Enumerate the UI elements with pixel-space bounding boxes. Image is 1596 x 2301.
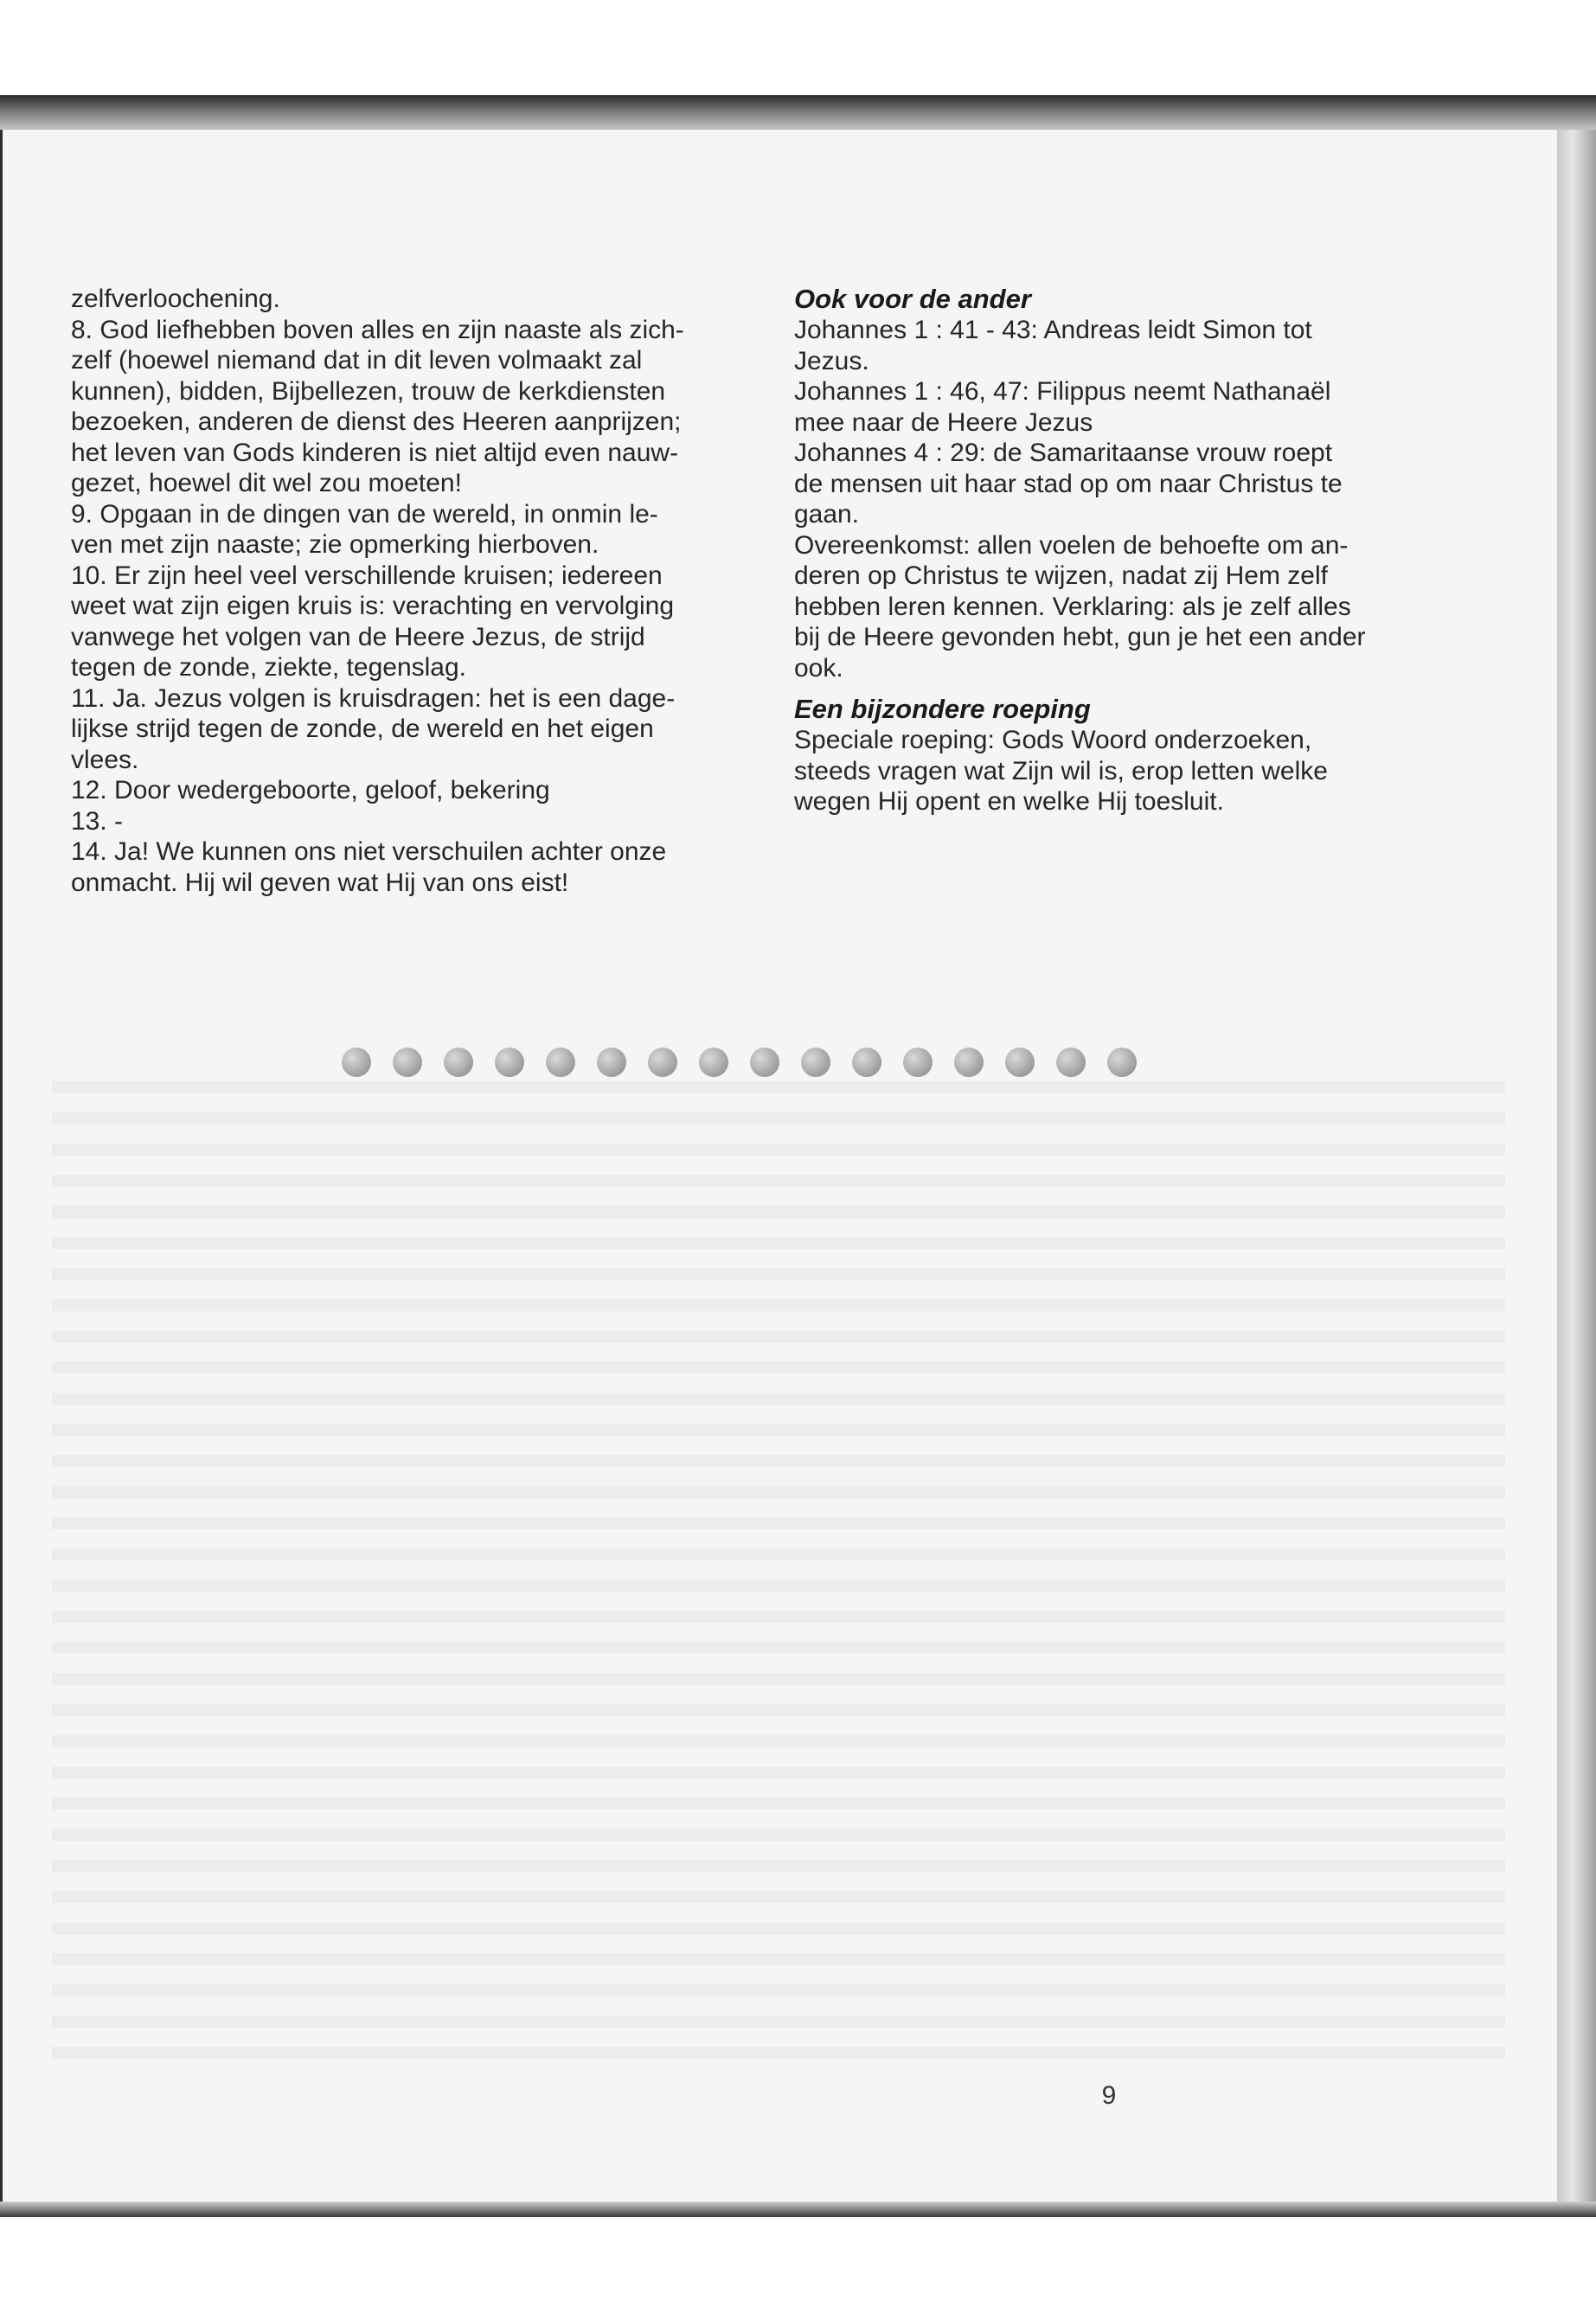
divider-dot: [495, 1048, 524, 1077]
text-line: Jezus.: [794, 346, 869, 375]
text-line: tegen de zonde, ziekte, tegenslag.: [71, 653, 467, 682]
text-line: deren op Christus te wijzen, nadat zij Hem zelf: [794, 561, 1328, 590]
text-line: 11. Ja. Jezus volgen is kruisdragen: het is een dage-: [71, 683, 676, 713]
divider-dot: [597, 1048, 626, 1077]
divider-dot: [1056, 1048, 1086, 1077]
divider-dot: [444, 1048, 473, 1077]
text-line: wegen Hij opent en welke Hij toesluit.: [794, 787, 1224, 816]
section-heading-een-bijzondere-roeping: Een bijzondere roeping: [794, 694, 1091, 724]
text-line: ook.: [794, 653, 843, 683]
divider-dot: [1107, 1048, 1137, 1077]
text-line: ven met zijn naaste; zie opmerking hierboven.: [71, 530, 599, 559]
divider-dot: [801, 1048, 830, 1077]
text-line: bij de Heere gevonden hebt, gun je het een ander: [794, 623, 1366, 651]
text-line: 14. Ja! We kunnen ons niet verschuilen achter onze: [71, 837, 667, 866]
text-line: gaan.: [794, 500, 860, 529]
text-line: vlees.: [71, 745, 139, 774]
divider-dot: [750, 1048, 779, 1077]
text-line: Overeenkomst: allen voelen de behoefte om an-: [794, 530, 1349, 560]
text-line: zelf (hoewel niemand dat in dit leven volmaakt zal: [71, 346, 643, 375]
text-line: mee naar de Heere Jezus: [794, 407, 1093, 437]
text-line: Johannes 1 : 41 - 43: Andreas leidt Simon tot: [794, 316, 1312, 344]
page-number: 9: [1101, 2081, 1117, 2110]
dot-divider: [342, 1045, 1137, 1080]
text-line: onmacht. Hij wil geven wat Hij van ons eist!: [71, 868, 569, 897]
text-line: weet wat zijn eigen kruis is: verachting en vervolging: [71, 592, 675, 620]
scan-right-edge: [1557, 130, 1596, 2206]
show-through-texture: [52, 1064, 1505, 2059]
text-line: 8. God liefhebben boven alles en zijn naaste als zich-: [71, 315, 684, 344]
divider-dot: [393, 1048, 422, 1077]
divider-dot: [954, 1048, 984, 1077]
text-line: kunnen), bidden, Bijbellezen, trouw de kerkdiensten: [71, 376, 666, 406]
divider-dot: [903, 1048, 933, 1077]
scan-bottom-edge: [0, 2202, 1596, 2217]
text-line: bezoeken, anderen de dienst des Heeren aanprijzen;: [71, 407, 682, 436]
text-line: de mensen uit haar stad op om naar Christus te: [794, 469, 1343, 498]
section-heading-ook-voor-de-ander: Ook voor de ander: [794, 284, 1031, 314]
text-line: Speciale roeping: Gods Woord onderzoeken,: [794, 726, 1312, 754]
divider-dot: [699, 1048, 728, 1077]
right-column: [794, 284, 1417, 817]
text-line: Johannes 1 : 46, 47: Filippus neemt Nathanaël: [794, 377, 1331, 406]
divider-dot: [342, 1048, 371, 1077]
text-line: Johannes 4 : 29: de Samaritaanse vrouw roept: [794, 439, 1333, 467]
divider-dot: [648, 1048, 677, 1077]
text-line: 12. Door wedergeboorte, geloof, bekering: [71, 776, 550, 804]
text-line: het leven van Gods kinderen is niet altijd even nauw-: [71, 438, 679, 467]
text-line: 9. Opgaan in de dingen van de wereld, in onmin le-: [71, 499, 658, 529]
text-line: lijkse strijd tegen de zonde, de wereld en het eigen: [71, 715, 654, 743]
text-line: 10. Er zijn heel veel verschillende kruisen; iedereen: [71, 561, 663, 590]
divider-dot: [546, 1048, 575, 1077]
divider-dot: [852, 1048, 881, 1077]
divider-dot: [1005, 1048, 1035, 1077]
text-line: zelfverloochening.: [71, 285, 280, 313]
text-line: hebben leren kennen. Verklaring: als je zelf alles: [794, 592, 1351, 621]
text-line: 13. -: [71, 806, 124, 836]
left-column: [71, 284, 737, 898]
text-line: gezet, hoewel dit wel zou moeten!: [71, 469, 462, 497]
text-line: steeds vragen wat Zijn wil is, erop letten welke: [794, 756, 1328, 785]
text-line: vanwege het volgen van de Heere Jezus, de strijd: [71, 622, 645, 651]
